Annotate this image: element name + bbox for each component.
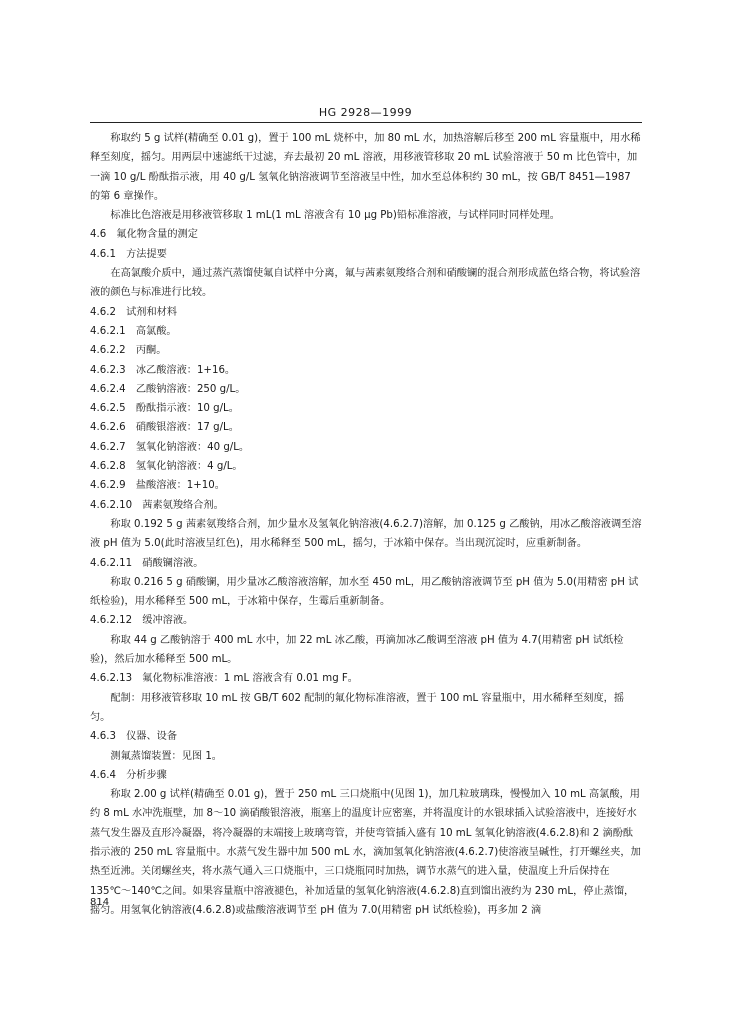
paragraph-sample-weighing: 称取约 5 g 试样(精确至 0.01 g)，置于 100 mL 烧杯中，加 80 mL 水，加热溶解后移至 200 mL 容量瓶中，用水稀释至刻度，摇匀。用两层中速滤纸干过滤，弃去最初 20 mL 溶液，用移液管移取 20 mL 试验溶液于 50 m 比色管中，加一滴 10 g/L 酚酞指示液，用 40 g/L 氢氧化钠溶液调节至溶液呈中性，加水至总体积约 30 mL，按 GB/T 8451—1987 的第 6 章操作。 bbox=[90, 133, 641, 202]
page-number: 814 bbox=[90, 897, 110, 908]
paragraph-apparatus: 测氟蒸馏装置：见图 1。 bbox=[110, 750, 222, 762]
paragraph-alizarin-prep: 称取 0.192 5 g 茜素氨羧络合剂，加少量水及氢氧化钠溶液(4.6.2.7)溶解，加 0.125 g 乙酸钠，用冰乙酸溶液调至溶液 pH 值为 5.0(此时溶液呈红色)，用水稀释至 500 mL，摇匀，于冰箱中保存。当出现沉淀时，应重新制备。 bbox=[90, 518, 642, 550]
reagent-item: 4.6.2.3 冰乙酸溶液：1+16。 bbox=[90, 364, 236, 376]
paragraph-lanthanum-prep: 称取 0.216 5 g 硝酸镧，用少量冰乙酸溶液溶解，加水至 450 mL，用乙酸钠溶液调节至 pH 值为 5.0(用精密 pH 试纸检验)，用水稀释至 500 mL，于冰箱中保存，生霉后重新制备。 bbox=[90, 576, 639, 608]
reagent-item: 4.6.2.9 盐酸溶液：1+10。 bbox=[90, 480, 225, 492]
section-heading-4-6-3: 4.6.3 仪器、设备 bbox=[90, 731, 178, 743]
reagent-item: 4.6.2.13 氟化物标准溶液：1 mL 溶液含有 0.01 mg F。 bbox=[90, 673, 358, 685]
reagent-item: 4.6.2.12 缓冲溶液。 bbox=[90, 615, 194, 627]
paragraph-standard-color: 标准比色溶液是用移液管移取 1 mL(1 mL 溶液含有 10 μg Pb)铅标准溶液，与试样同时同样处理。 bbox=[110, 210, 560, 222]
section-heading-4-6-4: 4.6.4 分析步骤 bbox=[90, 769, 167, 781]
section-heading-4-6-1: 4.6.1 方法提要 bbox=[90, 248, 167, 260]
reagent-item: 4.6.2.8 氢氧化钠溶液：4 g/L。 bbox=[90, 461, 243, 473]
reagent-item: 4.6.2.1 高氯酸。 bbox=[90, 325, 177, 337]
paragraph-fluoride-standard-prep: 配制：用移液管移取 10 mL 按 GB/T 602 配制的氟化物标准溶液，置于 100 mL 容量瓶中，用水稀释至刻度，摇匀。 bbox=[90, 692, 625, 723]
paragraph-method-summary: 在高氯酸介质中，通过蒸汽蒸馏使氟自试样中分离，氟与茜素氨羧络合剂和硝酸镧的混合剂形成蓝色络合物，将试验溶液的颜色与标准进行比较。 bbox=[90, 268, 641, 299]
section-heading-4-6-2: 4.6.2 试剂和材料 bbox=[90, 306, 178, 318]
section-heading-4-6: 4.6 氟化物含量的测定 bbox=[90, 229, 198, 241]
header-divider bbox=[90, 122, 642, 123]
reagent-item: 4.6.2.10 茜素氨羧络合剂。 bbox=[90, 499, 224, 511]
reagent-item: 4.6.2.11 硝酸镧溶液。 bbox=[90, 557, 204, 569]
paragraph-analysis-procedure: 称取 2.00 g 试样(精确至 0.01 g)，置于 250 mL 三口烧瓶中(见图 1)，加几粒玻璃珠，慢慢加入 10 mL 高氯酸，用约 8 mL 水冲洗瓶壁，加 8～10 滴硝酸银溶液，瓶塞上的温度计应密塞，并将温度计的水银球插入试验溶液中，连接好水蒸气发生器及直形冷凝器，将冷凝器的末端接上玻璃弯管，并使弯管插入盛有 10 mL 氢氧化钠溶液(4.6.2.8)和 2 滴酚酞指示液的 250 mL 容量瓶中。水蒸气发生器中加 500 mL 水，滴加氢氧化钠溶液(4.6.2.7)使溶液呈碱性，打开螺丝夹，加热至近沸。关闭螺丝夹，将水蒸气通入三口烧瓶中，三口烧瓶同时加热，调节水蒸气的进入量，使温度上升后保持在 135℃～140℃之间。如果容量瓶中溶液褪色，补加适量的氢氧化钠溶液(4.6.2.8)直到馏出液约为 230 mL，停止蒸馏，摇匀。用氢氧化钠溶液(4.6.2.8)或盐酸溶液调节至 pH 值为 7.0(用精密 pH 试纸检验)，再多加 2 滴 bbox=[90, 789, 641, 916]
document-body bbox=[90, 129, 642, 920]
reagent-item: 4.6.2.7 氢氧化钠溶液：40 g/L。 bbox=[90, 441, 250, 453]
paragraph-buffer-prep: 称取 44 g 乙酸钠溶于 400 mL 水中，加 22 mL 冰乙酸，再滴加冰乙酸调至溶液 pH 值为 4.7(用精密 pH 试纸检验)，然后加水稀释至 500 mL。 bbox=[90, 634, 624, 666]
reagent-item: 4.6.2.6 硝酸银溶液：17 g/L。 bbox=[90, 422, 239, 434]
reagent-item: 4.6.2.2 丙酮。 bbox=[90, 345, 167, 357]
reagent-item: 4.6.2.4 乙酸钠溶液：250 g/L。 bbox=[90, 383, 246, 395]
reagent-item: 4.6.2.5 酚酞指示液：10 g/L。 bbox=[90, 403, 239, 415]
standard-code-header: HG 2928—1999 bbox=[318, 106, 413, 119]
